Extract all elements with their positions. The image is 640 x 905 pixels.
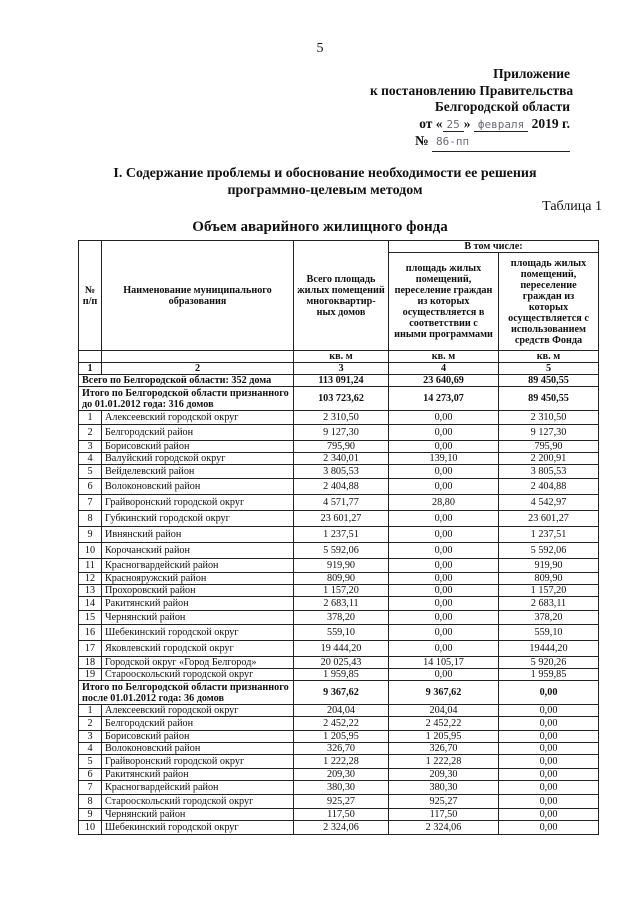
row-v5: 1 959,85	[499, 669, 599, 681]
row-v5: 19444,20	[499, 641, 599, 657]
table-row	[79, 441, 599, 453]
colnum-2: 2	[102, 363, 294, 375]
row-v4: 0,00	[389, 527, 499, 543]
row-v4: 925,27	[389, 795, 499, 809]
row-num: 7	[79, 495, 102, 511]
group1-v4: 14 273,07	[389, 387, 499, 411]
row-v5: 0,00	[499, 821, 599, 835]
row-v4: 0,00	[389, 511, 499, 527]
row-name: Старооскольский городской округ	[102, 669, 294, 681]
row-name: Краснояружский район	[102, 573, 294, 585]
table-row	[79, 585, 599, 597]
row-name: Ивнянский район	[102, 527, 294, 543]
group2-v4: 9 367,62	[389, 681, 499, 705]
row-v3: 1 205,95	[294, 731, 389, 743]
row-num: 5	[79, 465, 102, 479]
row-v3: 2 324,06	[294, 821, 389, 835]
header-group: В том числе:	[389, 241, 599, 253]
housing-table	[78, 240, 599, 835]
appendix-line-1: Приложение	[493, 66, 570, 81]
row-v3: 795,90	[294, 441, 389, 453]
row-name: Ракитянский район	[102, 597, 294, 611]
table-row	[79, 657, 599, 669]
table-row	[79, 769, 599, 781]
table-row	[79, 597, 599, 611]
appendix-line-2: к постановлению Правительства	[370, 82, 574, 98]
table-row	[79, 669, 599, 681]
row-name: Прохоровский район	[102, 585, 294, 597]
row-v3: 919,90	[294, 559, 389, 573]
row-v5: 2 404,88	[499, 479, 599, 495]
row-v4: 204,04	[389, 705, 499, 717]
row-v3: 925,27	[294, 795, 389, 809]
row-v3: 1 959,85	[294, 669, 389, 681]
total-v4: 23 640,69	[389, 375, 499, 387]
group2-row	[79, 681, 599, 705]
row-name: Белгородский район	[102, 717, 294, 731]
row-num: 8	[79, 511, 102, 527]
row-v3: 2 683,11	[294, 597, 389, 611]
colnum-3: 3	[294, 363, 389, 375]
row-name: Ракитянский район	[102, 769, 294, 781]
page-number: 5	[316, 41, 324, 56]
row-v4: 0,00	[389, 479, 499, 495]
table-row	[79, 717, 599, 731]
row-v5: 0,00	[499, 809, 599, 821]
section-title: I. Содержание проблемы и обоснование необходимости ее решения программно-целевым методом	[113, 166, 537, 198]
row-name: Чернянский район	[102, 611, 294, 625]
date-mid: »	[463, 115, 471, 131]
row-v3: 204,04	[294, 705, 389, 717]
row-v4: 14 105,17	[389, 657, 499, 669]
row-v5: 0,00	[499, 731, 599, 743]
row-v4: 0,00	[389, 611, 499, 625]
table-row	[79, 809, 599, 821]
unit-col4: кв. м	[389, 351, 499, 363]
number-value: 86-пп	[432, 134, 570, 152]
row-num: 6	[79, 769, 102, 781]
row-num: 1	[79, 705, 102, 717]
row-num: 2	[79, 717, 102, 731]
row-v5: 0,00	[499, 755, 599, 769]
table-row	[79, 743, 599, 755]
date-year: 2019 г.	[531, 115, 570, 131]
row-name: Грайворонский городской округ	[102, 495, 294, 511]
group1-v3: 103 723,62	[294, 387, 389, 411]
header-other-programs: площадь жилых помещений, переселение граждан из которых осуществляется в соответствии с иными программами	[389, 253, 499, 351]
table-row	[79, 795, 599, 809]
unit-empty-2	[102, 351, 294, 363]
row-v4: 0,00	[389, 641, 499, 657]
appendix-date	[370, 116, 570, 134]
table-row	[79, 411, 599, 425]
row-v3: 209,30	[294, 769, 389, 781]
header-fund: площадь жилых помещений, переселение граждан из которых осуществляется с использованием средств Фонда	[499, 253, 599, 351]
row-v5: 5 592,06	[499, 543, 599, 559]
row-v3: 809,90	[294, 573, 389, 585]
row-num: 3	[79, 731, 102, 743]
row-v5: 0,00	[499, 717, 599, 731]
row-name: Вейделевский район	[102, 465, 294, 479]
row-v5: 809,90	[499, 573, 599, 585]
date-month: февраля	[474, 118, 528, 132]
row-v5: 2 310,50	[499, 411, 599, 425]
row-name: Красногвардейский район	[102, 559, 294, 573]
appendix-block	[370, 66, 574, 152]
row-num: 5	[79, 755, 102, 769]
row-v4: 0,00	[389, 559, 499, 573]
row-num: 4	[79, 743, 102, 755]
appendix-line-3: Белгородской области	[434, 99, 570, 114]
header-name: Наименование муниципального образования	[102, 241, 294, 351]
table-row	[79, 527, 599, 543]
row-v5: 378,20	[499, 611, 599, 625]
row-v5: 919,90	[499, 559, 599, 573]
row-num: 17	[79, 641, 102, 657]
row-v3: 117,50	[294, 809, 389, 821]
row-v5: 0,00	[499, 769, 599, 781]
colnum-4: 4	[389, 363, 499, 375]
row-num: 8	[79, 795, 102, 809]
row-v4: 0,00	[389, 465, 499, 479]
row-num: 15	[79, 611, 102, 625]
row-num: 2	[79, 425, 102, 441]
row-num: 1	[79, 411, 102, 425]
row-name: Шебекинский городской округ	[102, 625, 294, 641]
unit-col5: кв. м	[499, 351, 599, 363]
row-v4: 117,50	[389, 809, 499, 821]
row-v3: 2 452,22	[294, 717, 389, 731]
row-v3: 1 222,28	[294, 755, 389, 769]
row-v3: 378,20	[294, 611, 389, 625]
table-row	[79, 453, 599, 465]
row-v4: 0,00	[389, 543, 499, 559]
row-name: Борисовский район	[102, 731, 294, 743]
table-row	[79, 821, 599, 835]
table-row	[79, 511, 599, 527]
appendix-number	[370, 133, 570, 152]
table-row	[79, 611, 599, 625]
row-name: Белгородский район	[102, 425, 294, 441]
row-name: Волоконовский район	[102, 479, 294, 495]
row-num: 3	[79, 441, 102, 453]
row-v3: 5 592,06	[294, 543, 389, 559]
row-v4: 0,00	[389, 411, 499, 425]
row-v4: 0,00	[389, 669, 499, 681]
table-row	[79, 425, 599, 441]
row-v5: 0,00	[499, 705, 599, 717]
row-num: 7	[79, 781, 102, 795]
row-v5: 1 237,51	[499, 527, 599, 543]
total-label: Всего по Белгородской области: 352 дома	[79, 375, 294, 387]
row-v5: 0,00	[499, 743, 599, 755]
row-v5: 0,00	[499, 795, 599, 809]
table-row	[79, 479, 599, 495]
row-v5: 9 127,30	[499, 425, 599, 441]
row-name: Губкинский городской округ	[102, 511, 294, 527]
row-v3: 19 444,20	[294, 641, 389, 657]
row-v3: 1 157,20	[294, 585, 389, 597]
total-v3: 113 091,24	[294, 375, 389, 387]
row-v5: 2 200,91	[499, 453, 599, 465]
row-v3: 4 571,77	[294, 495, 389, 511]
row-name: Корочанский район	[102, 543, 294, 559]
colnum-1: 1	[79, 363, 102, 375]
date-prefix: от «	[419, 115, 443, 131]
row-num: 9	[79, 527, 102, 543]
row-num: 13	[79, 585, 102, 597]
row-v5: 3 805,53	[499, 465, 599, 479]
table-row	[79, 705, 599, 717]
row-v4: 28,80	[389, 495, 499, 511]
date-day: 25	[443, 118, 464, 132]
row-v4: 0,00	[389, 573, 499, 585]
row-num: 9	[79, 809, 102, 821]
row-v4: 0,00	[389, 585, 499, 597]
row-name: Грайворонский городской округ	[102, 755, 294, 769]
row-v3: 1 237,51	[294, 527, 389, 543]
row-num: 12	[79, 573, 102, 585]
row-num: 11	[79, 559, 102, 573]
header-num: № п/п	[79, 241, 102, 351]
row-num: 16	[79, 625, 102, 641]
row-name: Красногвардейский район	[102, 781, 294, 795]
row-v4: 380,30	[389, 781, 499, 795]
table-row	[79, 731, 599, 743]
row-name: Алексеевский городской округ	[102, 411, 294, 425]
table-row	[79, 641, 599, 657]
row-v4: 326,70	[389, 743, 499, 755]
table-row	[79, 543, 599, 559]
table-row	[79, 559, 599, 573]
table-row	[79, 573, 599, 585]
group1-row	[79, 387, 599, 411]
row-v3: 3 805,53	[294, 465, 389, 479]
row-name: Алексеевский городской округ	[102, 705, 294, 717]
row-name: Валуйский городской округ	[102, 453, 294, 465]
row-v3: 380,30	[294, 781, 389, 795]
group2-label: Итого по Белгородской области признанного после 01.01.2012 года: 36 домов	[79, 681, 294, 705]
row-v3: 20 025,43	[294, 657, 389, 669]
total-row	[79, 375, 599, 387]
row-name: Яковлевский городской округ	[102, 641, 294, 657]
row-v5: 559,10	[499, 625, 599, 641]
row-name: Городской округ «Город Белгород»	[102, 657, 294, 669]
row-name: Волоконовский район	[102, 743, 294, 755]
table-row	[79, 495, 599, 511]
row-num: 18	[79, 657, 102, 669]
total-v5: 89 450,55	[499, 375, 599, 387]
group2-v3: 9 367,62	[294, 681, 389, 705]
row-v5: 23 601,27	[499, 511, 599, 527]
row-name: Шебекинский городской округ	[102, 821, 294, 835]
unit-col3: кв. м	[294, 351, 389, 363]
row-v5: 1 157,20	[499, 585, 599, 597]
row-v4: 209,30	[389, 769, 499, 781]
row-num: 19	[79, 669, 102, 681]
table-row	[79, 781, 599, 795]
group1-label: Итого по Белгородской области признанного до 01.01.2012 года: 316 домов	[79, 387, 294, 411]
row-v3: 559,10	[294, 625, 389, 641]
row-v5: 4 542,97	[499, 495, 599, 511]
row-v5: 2 683,11	[499, 597, 599, 611]
table-row	[79, 465, 599, 479]
row-num: 4	[79, 453, 102, 465]
table-number: Таблица 1	[542, 199, 602, 214]
group2-v5: 0,00	[499, 681, 599, 705]
row-num: 10	[79, 821, 102, 835]
row-v4: 0,00	[389, 597, 499, 611]
row-v4: 1 205,95	[389, 731, 499, 743]
row-num: 14	[79, 597, 102, 611]
row-v3: 2 310,50	[294, 411, 389, 425]
table-row	[79, 755, 599, 769]
row-v4: 2 324,06	[389, 821, 499, 835]
row-v4: 0,00	[389, 441, 499, 453]
header-total: Всего площадь жилых помещений многоквартир-ных домов	[294, 241, 389, 351]
unit-empty-1	[79, 351, 102, 363]
table-title: Объем аварийного жилищного фонда	[192, 219, 448, 235]
row-name: Чернянский район	[102, 809, 294, 821]
row-v3: 2 340,01	[294, 453, 389, 465]
row-num: 10	[79, 543, 102, 559]
row-v3: 2 404,88	[294, 479, 389, 495]
row-v4: 139,10	[389, 453, 499, 465]
row-v4: 0,00	[389, 625, 499, 641]
row-v5: 795,90	[499, 441, 599, 453]
number-prefix: №	[415, 133, 429, 148]
row-v5: 5 920,26	[499, 657, 599, 669]
row-name: Борисовский район	[102, 441, 294, 453]
table-row	[79, 625, 599, 641]
row-v4: 2 452,22	[389, 717, 499, 731]
row-v4: 1 222,28	[389, 755, 499, 769]
colnum-5: 5	[499, 363, 599, 375]
row-v4: 0,00	[389, 425, 499, 441]
row-num: 6	[79, 479, 102, 495]
row-name: Старооскольский городской округ	[102, 795, 294, 809]
row-v3: 326,70	[294, 743, 389, 755]
row-v5: 0,00	[499, 781, 599, 795]
row-v3: 23 601,27	[294, 511, 389, 527]
row-v3: 9 127,30	[294, 425, 389, 441]
group1-v5: 89 450,55	[499, 387, 599, 411]
